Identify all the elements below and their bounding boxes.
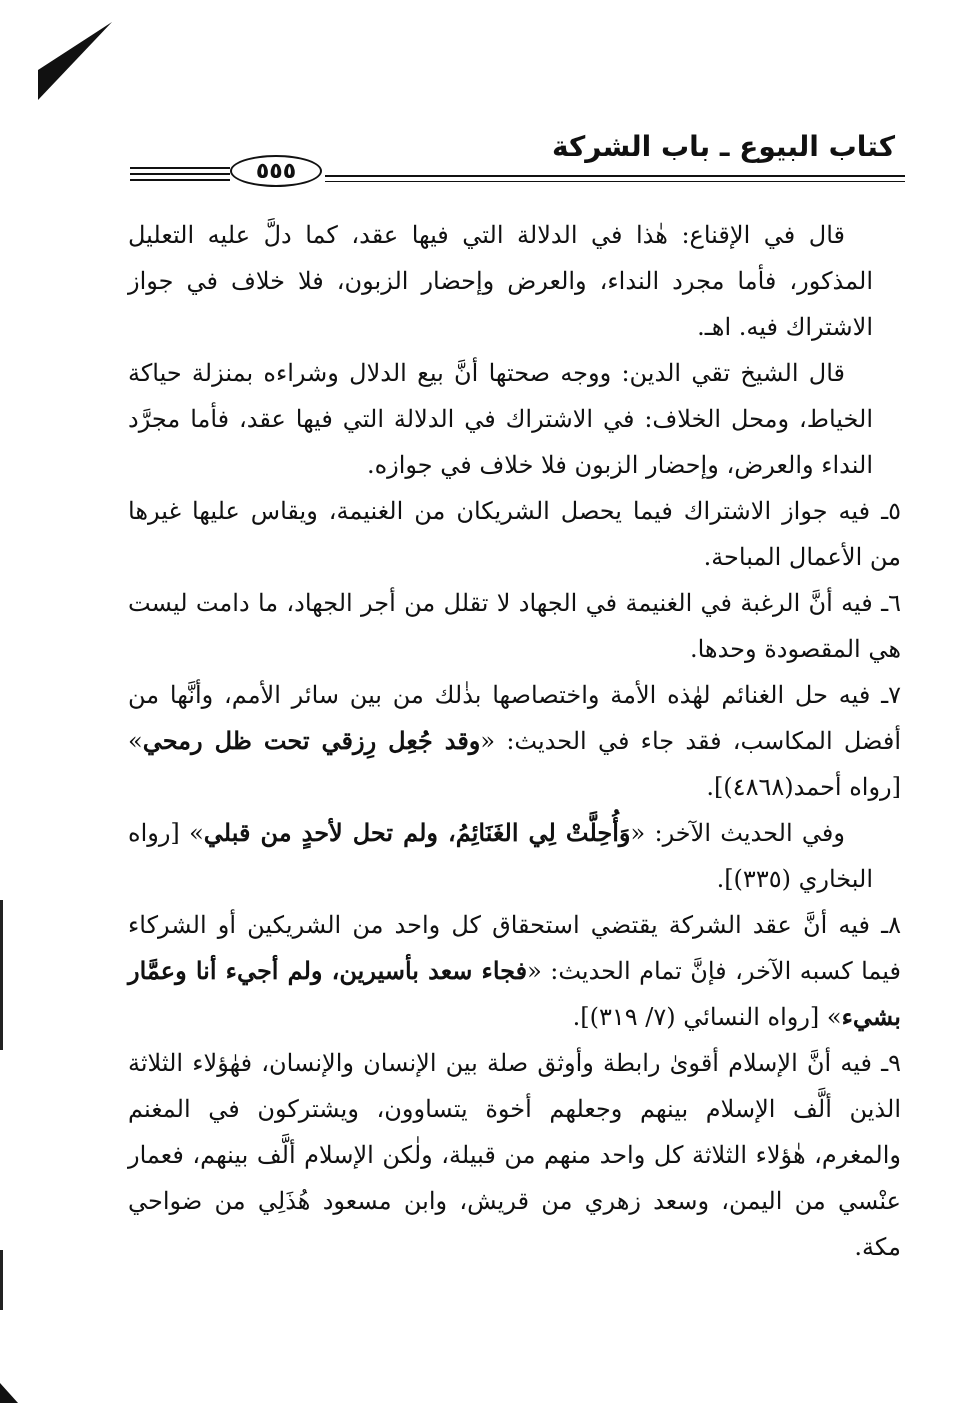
list-item-6 [128, 580, 901, 672]
header-rule-left-3 [130, 179, 230, 181]
item-number: ٧ـ [881, 681, 901, 709]
item-text: فيه أنَّ الرغبة في الغنيمة في الجهاد لا تقلل من أجر الجهاد، ما دامت ليست هي المقصودة وحدها. [128, 589, 901, 663]
list-item-7 [128, 672, 901, 810]
paragraph-taqi-al-din: قال الشيخ تقي الدين: ووجه صحتها أنَّ بيع الدلال وشراءه بمنزلة حياكة الخياط، ومحل الخلاف: في الاشتراك في الدلالة التي فيها عقد، فأما مجرَّد النداء والعرض، وإحضار الزبون فلا خلاف في جوازه. [128, 359, 873, 479]
item-text: فيه أنَّ الإسلام أقوىٰ رابطة وأوثق صلة بين الإنسان والإنسان، فهٰؤلاء الثلاثة الذين ألَّف الإسلام بينهم وجعلهم أخوة يتساوون، ويشتركون في المغنم والمغرم، هٰؤلاء الثلاثة كل واحد منهم من قبيلة، ولٰكن الإسلام ألَّف بينهم، فعمار عنْسي من اليمن، وسعد زهري من قريش، وابن مسعود هُذَلِي من ضواحي مكة. [128, 1049, 902, 1261]
item-text: فيه حل الغنائم لهٰذه الأمة واختصاصها بذٰلك من بين سائر الأمم، وأنَّها من أفضل المكاسب، فقد جاء في الحديث: « [128, 681, 902, 755]
item-text: فيه أنَّ عقد الشركة يقتضي استحقاق كل واحد من الشريكين أو الشركاء فيما كسبه الآخر، فإنَّ تمام الحديث: « [128, 911, 901, 985]
hadith-quote: وقد جُعِل رِزقي تحت ظل رمحي [142, 726, 481, 755]
bottom-corner-mark [0, 1373, 22, 1403]
header-rule-right-thin [325, 181, 905, 182]
header-rule-left-2 [130, 173, 230, 175]
item-text: وفي الحديث الآخر: « [630, 819, 845, 847]
page-number: ٥٥٥ [255, 158, 297, 184]
item-number: ٨ـ [881, 911, 901, 939]
left-edge-mark-lower [0, 1250, 3, 1310]
paragraph-other-hadith [128, 810, 873, 902]
item-number: ٥ـ [881, 497, 901, 525]
paragraph-iqna: قال في الإقناع: هٰذا في الدلالة التي فيها عقد، كما دلَّ عليه التعليل المذكور، فأما مجرد النداء، والعرض وإحضار الزبون، فلا خلاف في جواز الاشتراك فيه. اهـ. [128, 221, 873, 341]
item-text: فيه جواز الاشتراك فيما يحصل الشريكان من الغنيمة، ويقاس عليها غيرها من الأعمال المباحة. [128, 497, 901, 571]
list-item-8 [128, 902, 901, 1040]
item-number: ٦ـ [881, 589, 901, 617]
hadith-quote: وَأُحِلَّتْ لِي الغَنَائِمُ، ولم تحل لأحدٍ من قبلي [203, 818, 631, 847]
page-number-frame [230, 155, 322, 187]
citation: » [رواه النسائي (٧/ ٣١٩)]. [572, 1003, 842, 1031]
running-title: كتاب البيوع ـ باب الشركة [551, 130, 895, 163]
header-rule-right [325, 175, 905, 177]
page-header [125, 125, 905, 185]
citation: » [رواه أحمد(٤٨٦٨)]. [128, 727, 901, 801]
corner-scan-mark [0, 0, 120, 110]
page-body [128, 212, 902, 1270]
citation: » [رواه البخاري (٣٣٥)]. [128, 819, 873, 893]
left-edge-mark [0, 900, 3, 1050]
item-number: ٩ـ [881, 1049, 901, 1077]
hadith-quote: فجاء سعد بأسيرين، ولم أجيء أنا وعمَّار بشيء [128, 956, 901, 1031]
list-item-9 [128, 1040, 901, 1270]
header-rule-left [130, 167, 230, 169]
list-item-5 [128, 488, 901, 580]
